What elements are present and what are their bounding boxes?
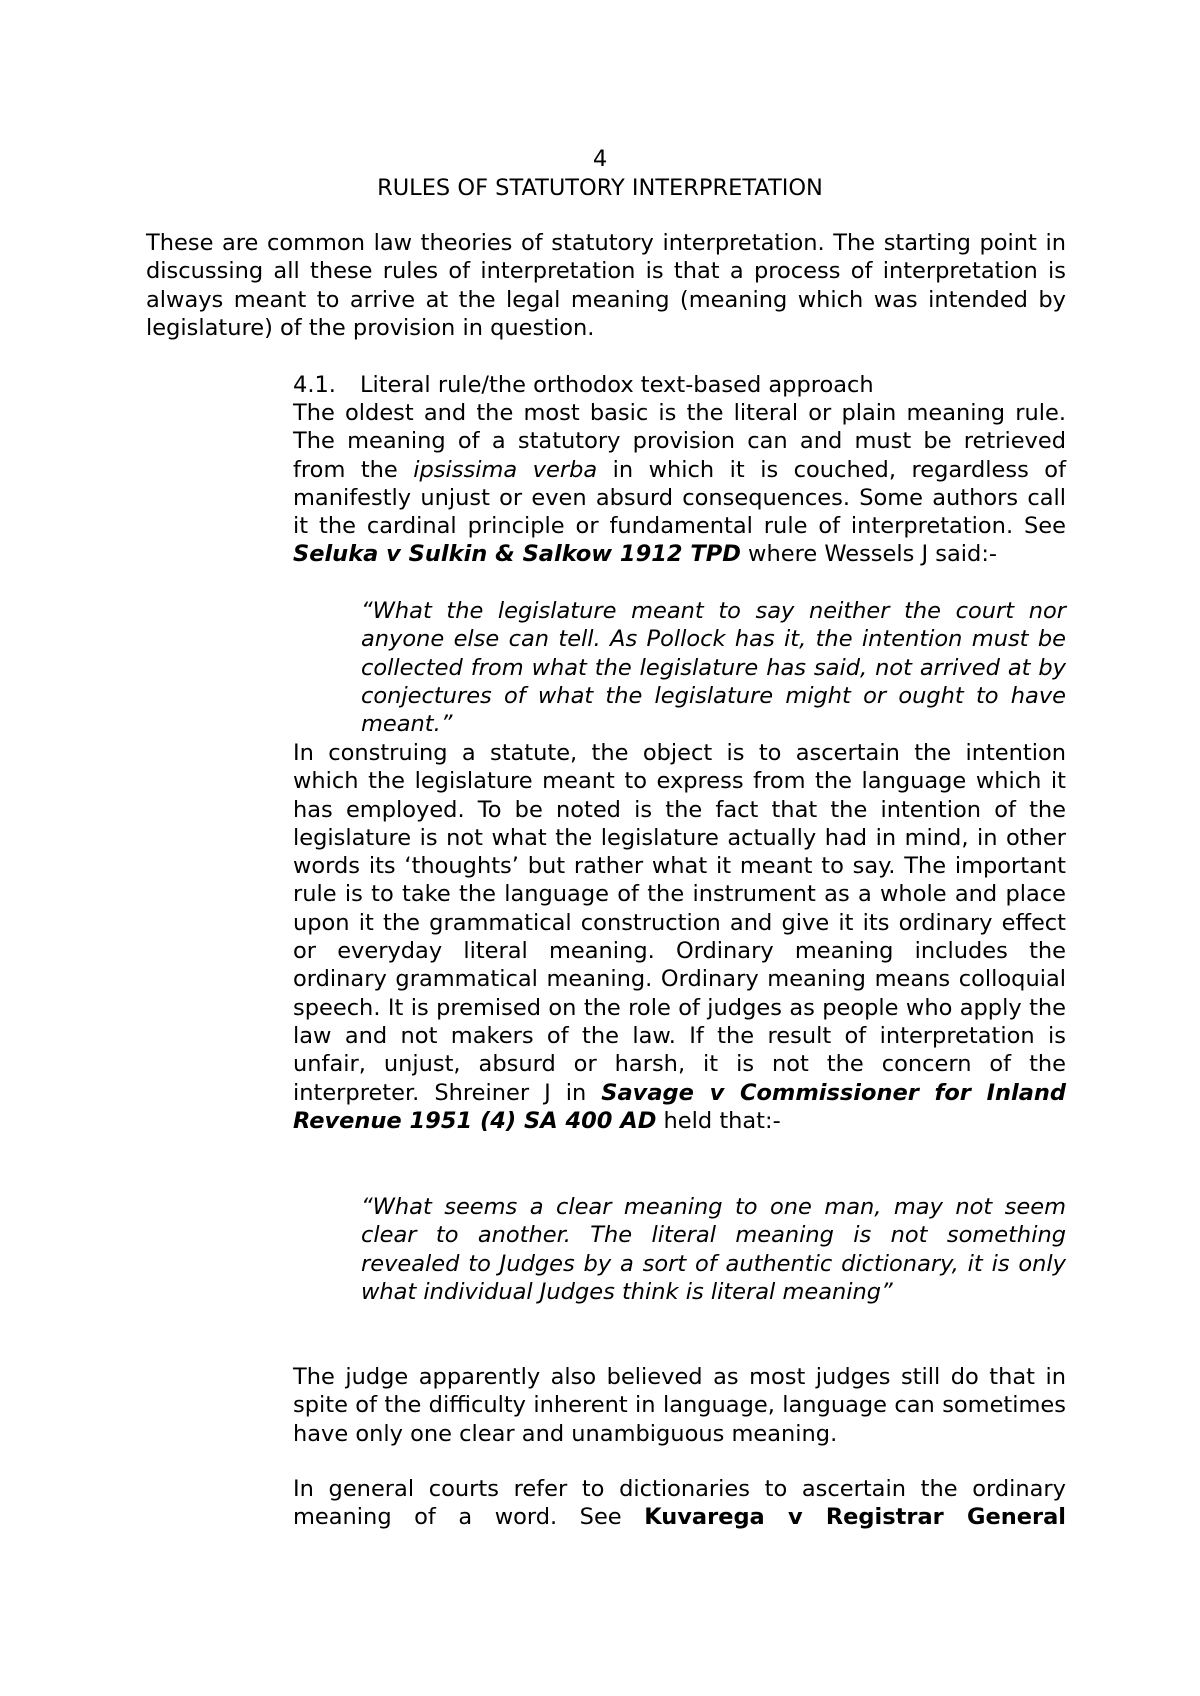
construing-paragraph: In construing a statute, the object is to ascertain the intention which the legislature meant to express from the language which it has employed. To be noted is the fact that the intention of the legislature is not what the legislature actually had in mind, in other words its ‘thoughts’ but rather what it meant to say. The important rule is to take the language of the instrument as a whole and place upon it the grammatical construction and give it its ordinary effect or everyday literal meaning. Ordinary meaning includes the ordinary grammatical meaning. Ordinary meaning means colloquial speech. It is premised on the role of judges as people who apply the law and not makers of the law. If the result of interpretation is unfair, unjust, absurd or harsh, it is not the concern of the interpreter. Shreiner J in Savage v Commissioner for Inland Revenue 1951 (4) SA 400 AD held that:- [293,740,1066,1134]
section-heading [293,371,874,399]
section-number: 4.1. [293,372,336,398]
chapter-title: RULES OF STATUTORY INTERPRETATION [377,175,823,201]
ipsissima-verba-term: ipsissima verba [413,456,598,483]
section-title: Literal rule/the orthodox text-based approach [359,372,874,398]
page-number: 4 [592,146,608,172]
intro-paragraph: These are common law theories of statutory interpretation. The starting point in discussing all these rules of interpretation is that a process of interpretation is always meant to arrive at the legal meaning (meaning which was intended by legislature) of the provision in question. [146,230,1066,341]
case-citation-kuvarega: Kuvarega v Registrar General [644,1504,1066,1531]
case-citation-savage: Savage v Commissioner for Inland Revenue 1951 (4) SA 400 AD [293,1079,1066,1134]
dictionaries-paragraph: In general courts refer to dictionaries to ascertain the ordinary meaning of a word. See Kuvarega v Registrar General [293,1476,1066,1531]
quote-wessels: “What the legislature meant to say neither the court nor anyone else can tell. As Pollock has it, the intention must be collected from what the legislature has said, not arrived at by conjectures of what the legislature might or ought to have meant.” [361,598,1066,738]
judge-belief-paragraph: The judge apparently also believed as most judges still do that in spite of the difficulty inherent in language, language can sometimes have only one clear and unambiguous meaning. [293,1364,1066,1447]
quote-shreiner: “What seems a clear meaning to one man, may not seem clear to another. The literal meaning is not something revealed to Judges by a sort of authentic dictionary, it is only what individual Judges think is literal meaning” [361,1194,1066,1305]
case-citation-seluka: Seluka v Sulkin & Salkow 1912 TPD [293,541,741,568]
literal-rule-paragraph: The oldest and the most basic is the literal or plain meaning rule. The meaning of a statutory provision can and must be retrieved from the ipsissima verba in which it is couched, regardless of manifestly unjust or even absurd consequences. Some authors call it the cardinal principle or fundamental rule of interpretation. See Seluka v Sulkin & Salkow 1912 TPD where Wessels J said:- [293,400,1066,568]
